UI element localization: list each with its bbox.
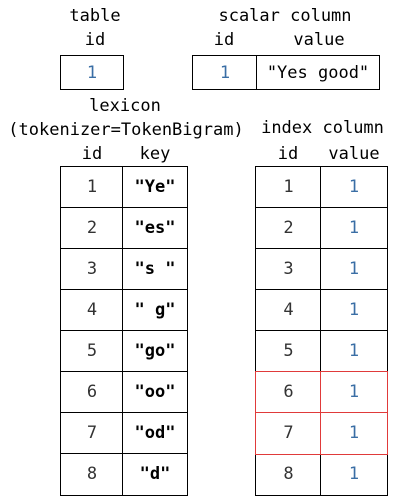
lexicon-id-cell: 6 [60, 371, 124, 414]
index-value-cell: 1 [320, 248, 388, 291]
lexicon-title: lexicon [89, 96, 161, 116]
lexicon-key-cell: "od" [122, 412, 188, 455]
scalar-title: scalar column [218, 6, 352, 26]
index-id-cell: 5 [255, 330, 322, 373]
index-value-cell: 1 [320, 330, 388, 373]
index-id-cell: 3 [255, 248, 322, 291]
index-id-cell: 8 [255, 453, 322, 496]
lexicon-id-cell: 2 [60, 207, 124, 250]
lexicon-id-cell: 3 [60, 248, 124, 291]
lexicon-key-cell: "go" [122, 330, 188, 373]
lexicon-key-cell: "oo" [122, 371, 188, 414]
index-id-cell: 2 [255, 207, 322, 250]
scalar-value-header: value [293, 30, 345, 50]
table-id-header: id [84, 30, 106, 50]
index-value-cell: 1 [320, 453, 388, 496]
index-id-cell: 1 [255, 166, 322, 209]
index-title: index column [261, 118, 384, 138]
lexicon-id-cell: 1 [60, 166, 124, 209]
lexicon-id-header: id [81, 144, 103, 164]
index-id-cell: 7 [255, 412, 322, 455]
scalar-id-header: id [213, 30, 235, 50]
scalar-value-cell: "Yes good" [256, 55, 380, 90]
lexicon-id-cell: 8 [60, 453, 124, 496]
index-value-cell: 1 [320, 166, 388, 209]
lexicon-key-cell: "s " [122, 248, 188, 291]
index-value-cell: 1 [320, 371, 388, 414]
lexicon-subtitle: (tokenizer=TokenBigram) [8, 120, 244, 140]
lexicon-id-cell: 5 [60, 330, 124, 373]
index-value-header: value [328, 144, 380, 164]
lexicon-key-cell: " g" [122, 289, 188, 332]
lexicon-key-cell: "Ye" [122, 166, 188, 209]
index-id-header: id [277, 144, 299, 164]
lexicon-id-cell: 7 [60, 412, 124, 455]
index-value-cell: 1 [320, 207, 388, 250]
scalar-id-cell: 1 [192, 55, 258, 90]
lexicon-key-cell: "d" [122, 453, 188, 496]
table-title: table [69, 6, 121, 26]
table-id-cell: 1 [60, 55, 124, 90]
lexicon-key-cell: "es" [122, 207, 188, 250]
index-id-cell: 4 [255, 289, 322, 332]
lexicon-key-header: key [139, 144, 171, 164]
index-value-cell: 1 [320, 289, 388, 332]
lexicon-id-cell: 4 [60, 289, 124, 332]
index-id-cell: 6 [255, 371, 322, 414]
index-value-cell: 1 [320, 412, 388, 455]
